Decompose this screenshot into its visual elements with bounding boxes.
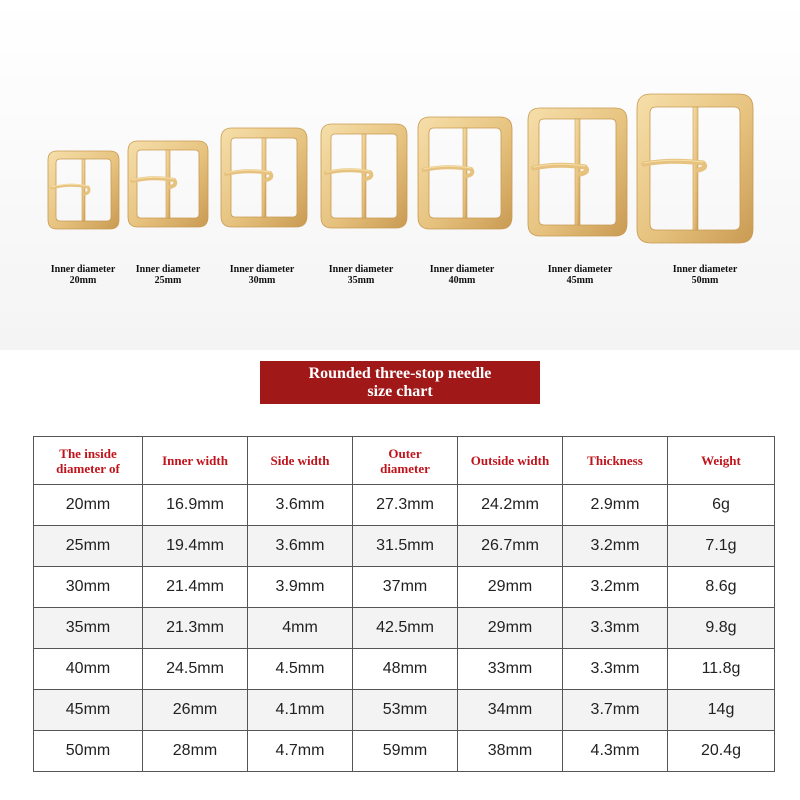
column-header — [353, 437, 458, 485]
caption-label: Inner diameter — [135, 264, 201, 275]
table-row — [34, 567, 775, 608]
table-cell: 7.1g — [668, 526, 775, 567]
table-cell: 21.4mm — [143, 567, 248, 608]
table-row — [34, 731, 775, 772]
buckle-caption — [207, 264, 317, 286]
table-cell: 42.5mm — [353, 608, 458, 649]
table-cell: 26.7mm — [458, 526, 563, 567]
table-cell: 8.6g — [668, 567, 775, 608]
table-cell: 35mm — [34, 608, 143, 649]
buckle-1 — [47, 150, 120, 230]
table-cell: 27.3mm — [353, 485, 458, 526]
table-cell: 4.1mm — [248, 690, 353, 731]
table-cell: 19.4mm — [143, 526, 248, 567]
buckle-center-bar — [463, 128, 467, 218]
caption-size: 50mm — [691, 275, 719, 286]
table-cell: 26mm — [143, 690, 248, 731]
column-header — [143, 437, 248, 485]
table-cell: 25mm — [34, 526, 143, 567]
banner-title-line1: Rounded three-stop needle — [308, 364, 492, 382]
buckle-7 — [636, 93, 754, 244]
table-cell: 24.2mm — [458, 485, 563, 526]
table-row — [34, 608, 775, 649]
table-cell: 33mm — [458, 649, 563, 690]
caption-size: 35mm — [347, 275, 375, 286]
table-header-row — [34, 437, 775, 485]
buckle-4 — [320, 123, 408, 229]
caption-size: 25mm — [154, 275, 182, 286]
table-cell: 31.5mm — [353, 526, 458, 567]
table-cell: 6g — [668, 485, 775, 526]
column-header-text: diameter of — [56, 460, 120, 476]
table-cell: 3.2mm — [563, 567, 668, 608]
caption-label: Inner diameter — [429, 264, 495, 275]
column-header-text: Outside width — [470, 453, 550, 468]
caption-label: Inner diameter — [672, 264, 738, 275]
table-cell: 16.9mm — [143, 485, 248, 526]
table-cell: 3.9mm — [248, 567, 353, 608]
column-header — [668, 437, 775, 485]
table-cell: 30mm — [34, 567, 143, 608]
table-cell: 29mm — [458, 567, 563, 608]
column-header-text: Weight — [701, 453, 741, 468]
table-cell: 59mm — [353, 731, 458, 772]
column-header-text: Thickness — [587, 453, 643, 468]
table-cell: 3.7mm — [563, 690, 668, 731]
column-header-text: Side width — [270, 453, 330, 468]
table-cell: 4.5mm — [248, 649, 353, 690]
table-cell: 50mm — [34, 731, 143, 772]
table-cell: 45mm — [34, 690, 143, 731]
table-cell: 34mm — [458, 690, 563, 731]
table-cell: 38mm — [458, 731, 563, 772]
caption-label: Inner diameter — [229, 264, 295, 275]
table-cell: 28mm — [143, 731, 248, 772]
column-header — [248, 437, 353, 485]
table-cell: 21.3mm — [143, 608, 248, 649]
buckle-caption — [407, 264, 517, 286]
buckle-center-bar — [262, 138, 266, 217]
table-cell: 3.6mm — [248, 485, 353, 526]
table-row — [34, 526, 775, 567]
buckle-caption — [650, 264, 760, 286]
table-cell: 3.6mm — [248, 526, 353, 567]
banner-title-line2: size chart — [367, 382, 433, 400]
table-cell: 3.2mm — [563, 526, 668, 567]
table-cell: 24.5mm — [143, 649, 248, 690]
table-cell: 3.3mm — [563, 608, 668, 649]
buckle-caption — [525, 264, 635, 286]
size-table — [33, 436, 775, 772]
caption-label: Inner diameter — [547, 264, 613, 275]
table-row — [34, 485, 775, 526]
table-cell: 53mm — [353, 690, 458, 731]
table-cell: 29mm — [458, 608, 563, 649]
buckle-center-bar — [82, 159, 85, 221]
table-cell: 4.3mm — [563, 731, 668, 772]
table-cell: 4mm — [248, 608, 353, 649]
table-cell: 40mm — [34, 649, 143, 690]
buckle-center-bar — [166, 150, 170, 218]
table-cell: 11.8g — [668, 649, 775, 690]
size-chart-banner — [260, 361, 540, 404]
table-row — [34, 649, 775, 690]
column-header-text: The inside — [59, 445, 117, 461]
buckle-6 — [527, 107, 628, 237]
buckle-center-bar — [362, 134, 366, 218]
caption-size: 20mm — [69, 275, 97, 286]
column-header — [458, 437, 563, 485]
caption-size: 45mm — [566, 275, 594, 286]
column-header — [34, 437, 143, 485]
buckle-5 — [417, 116, 513, 230]
column-header-text: Inner width — [162, 453, 228, 468]
table-body — [34, 485, 775, 772]
table-cell: 3.3mm — [563, 649, 668, 690]
table-cell: 20.4g — [668, 731, 775, 772]
table-cell: 20mm — [34, 485, 143, 526]
column-header-text: Outer — [388, 445, 422, 461]
buckle-2 — [127, 140, 209, 228]
table-cell: 2.9mm — [563, 485, 668, 526]
caption-label: Inner diameter — [50, 264, 116, 275]
table-cell: 37mm — [353, 567, 458, 608]
table-row — [34, 690, 775, 731]
caption-size: 40mm — [448, 275, 476, 286]
buckle-3 — [220, 127, 308, 228]
table-cell: 14g — [668, 690, 775, 731]
caption-size: 30mm — [248, 275, 276, 286]
column-header — [563, 437, 668, 485]
column-header-text: diameter — [380, 460, 430, 476]
buckle-caption — [306, 264, 416, 286]
table-cell: 4.7mm — [248, 731, 353, 772]
caption-label: Inner diameter — [328, 264, 394, 275]
table-cell: 9.8g — [668, 608, 775, 649]
table-cell: 48mm — [353, 649, 458, 690]
